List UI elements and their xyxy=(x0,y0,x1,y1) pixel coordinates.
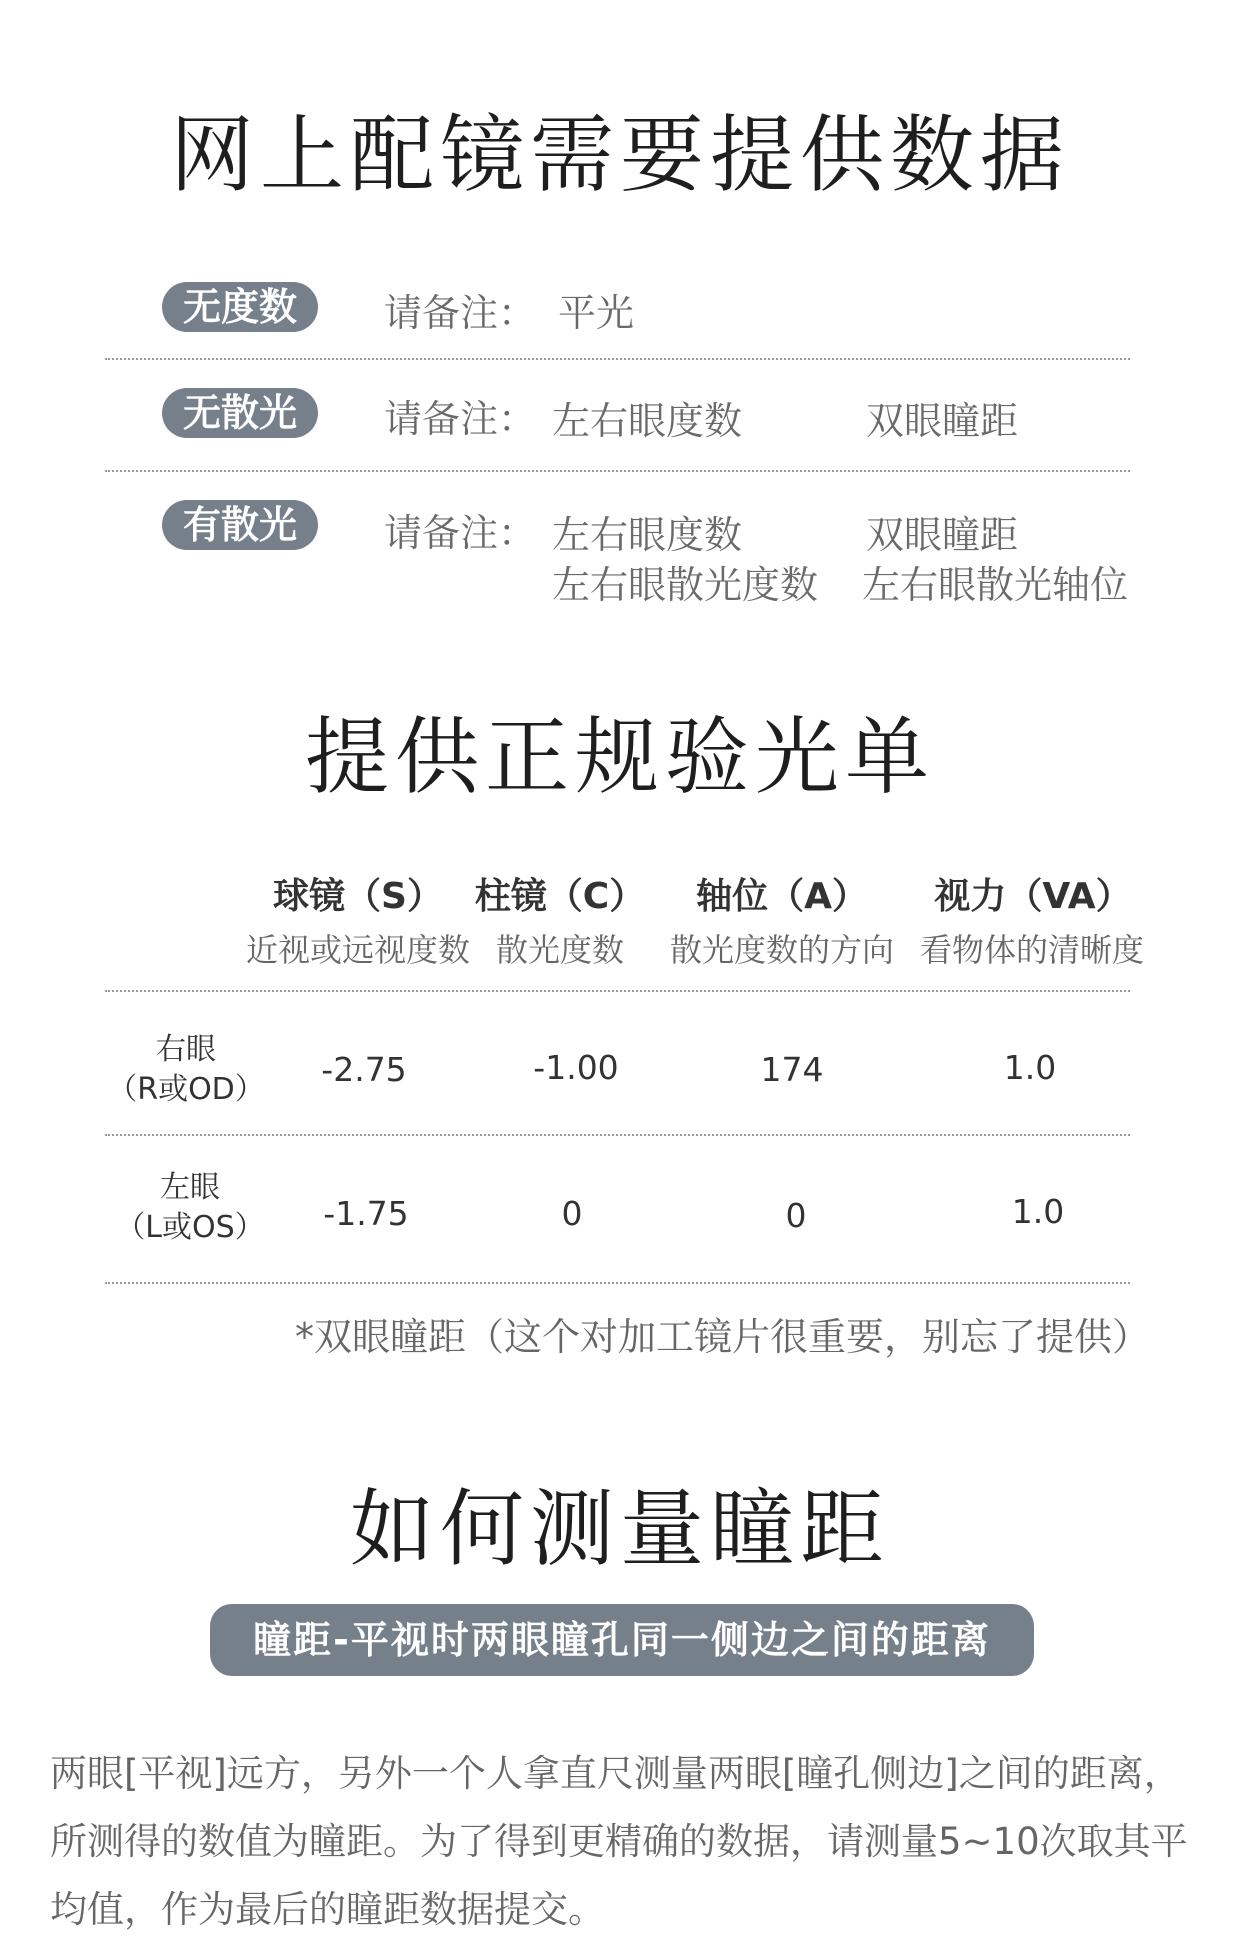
remark-item: 双眼瞳距 xyxy=(866,513,1019,557)
cell-right-sphere: -2.75 xyxy=(321,1050,407,1089)
remark-item: 左右眼散光轴位 xyxy=(862,563,1129,607)
divider xyxy=(105,1282,1130,1284)
row-label-line: （R或OD） xyxy=(107,1072,265,1107)
divider xyxy=(105,1134,1130,1136)
row-label-right-eye xyxy=(106,1030,266,1110)
cell-right-va: 1.0 xyxy=(1003,1048,1057,1087)
remark-prefix: 请备注： xyxy=(384,291,537,335)
section-title-prescription: 提供正规验光单 xyxy=(304,708,935,806)
section-title-how-to-measure-pd: 如何测量瞳距 xyxy=(349,1480,890,1578)
remark-prefix: 请备注： xyxy=(384,397,537,441)
section-title-data-required: 网上配镜需要提供数据 xyxy=(169,106,1070,204)
badge-astigmatism: 有散光 xyxy=(162,500,318,550)
row-label-line: 右眼 xyxy=(156,1032,216,1067)
column-header-axis: 轴位（A） xyxy=(696,876,868,917)
badge-no-prescription: 无度数 xyxy=(162,282,318,332)
cell-left-sphere: -1.75 xyxy=(323,1194,409,1233)
column-sub-cylinder: 散光度数 xyxy=(495,931,624,969)
column-header-visual-acuity: 视力（VA） xyxy=(934,876,1132,917)
pd-definition-banner: 瞳距-平视时两眼瞳孔同一侧边之间的距离 xyxy=(210,1604,1034,1676)
remark-item: 左右眼度数 xyxy=(552,513,743,557)
column-header-sphere: 球镜（S） xyxy=(273,876,443,917)
remark-item: 双眼瞳距 xyxy=(866,399,1019,443)
cell-left-axis: 0 xyxy=(785,1196,807,1235)
remark-item: 左右眼度数 xyxy=(552,399,743,443)
column-sub-axis: 散光度数的方向 xyxy=(669,931,894,969)
row-label-line: （L或OS） xyxy=(115,1210,265,1245)
cell-left-cylinder: 0 xyxy=(561,1194,583,1233)
column-sub-sphere: 近视或远视度数 xyxy=(245,931,470,969)
badge-no-astigmatism: 无散光 xyxy=(162,388,318,438)
cell-right-axis: 174 xyxy=(760,1050,824,1089)
divider xyxy=(105,470,1130,472)
pd-reminder-note: *双眼瞳距（这个对加工镜片很重要，别忘了提供） xyxy=(295,1315,1151,1359)
pd-measure-instructions: 两眼[平视]远方，另外一个人拿直尺测量两眼[瞳孔侧边]之间的距离，所测得的数值为瞳距。为了得到更精确的数据，请测量5~10次取其平均值，作为最后的瞳距数据提交。 xyxy=(50,1752,1188,1931)
column-sub-visual-acuity: 看物体的清晰度 xyxy=(919,931,1144,969)
remark-item: 平光 xyxy=(558,291,635,335)
cell-right-cylinder: -1.00 xyxy=(533,1048,619,1087)
divider xyxy=(105,358,1130,360)
divider xyxy=(105,990,1130,992)
row-label-line: 左眼 xyxy=(160,1170,220,1205)
remark-item: 左右眼散光度数 xyxy=(552,563,819,607)
row-label-left-eye xyxy=(110,1168,270,1248)
cell-left-va: 1.0 xyxy=(1011,1192,1065,1231)
column-header-cylinder: 柱镜（C） xyxy=(474,876,646,917)
remark-prefix: 请备注： xyxy=(384,511,537,555)
